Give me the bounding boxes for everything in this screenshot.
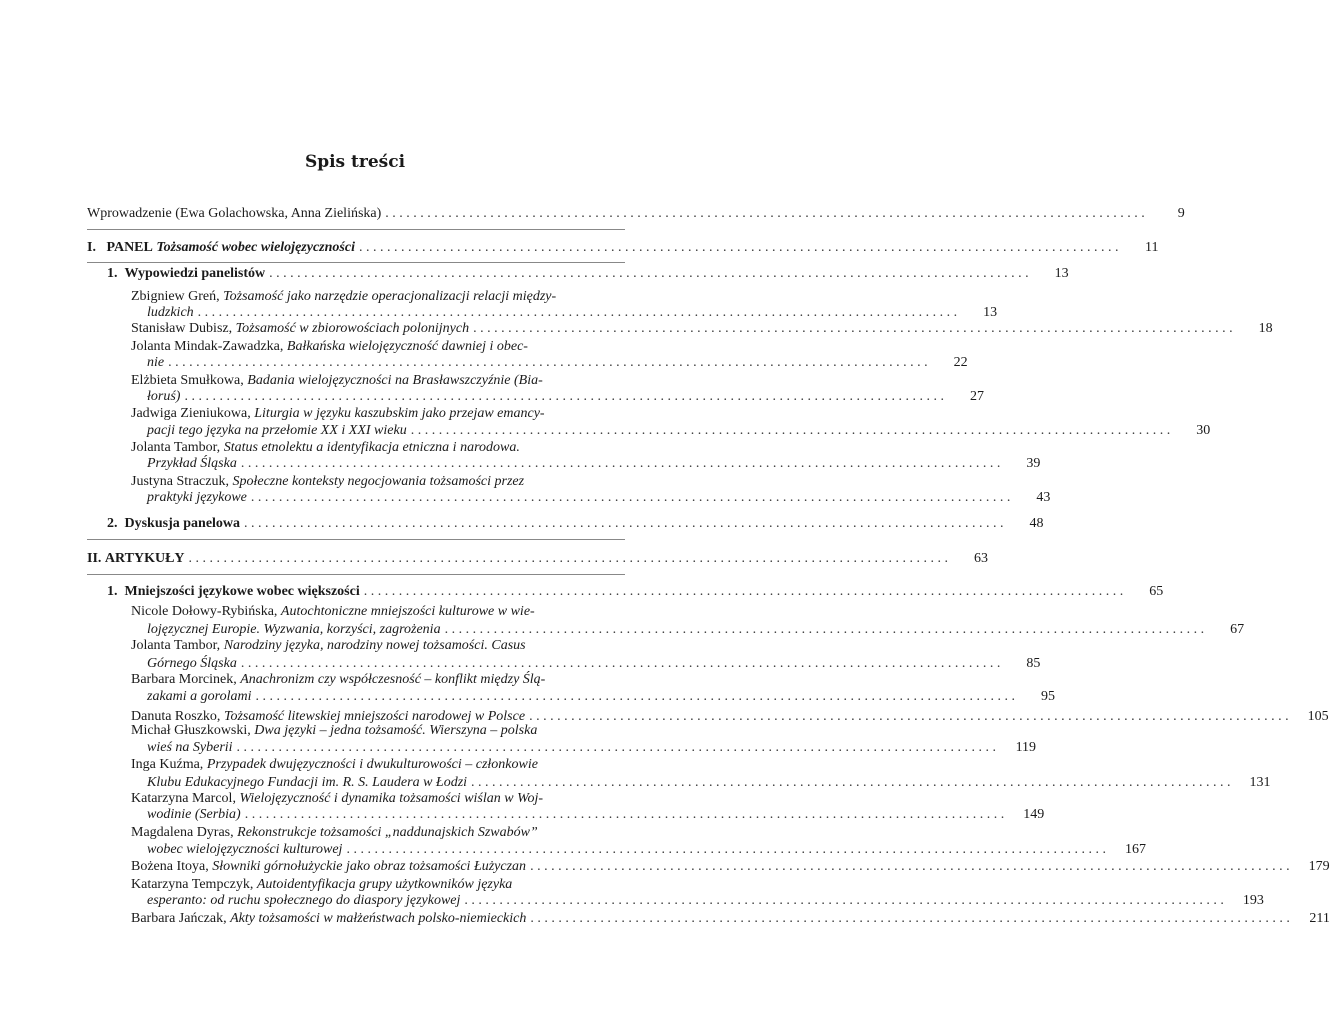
toc-item-cont[interactable]: Przykład Śląska . . . 39 bbox=[147, 456, 625, 472]
dot-leader bbox=[355, 240, 1119, 256]
dot-leader bbox=[241, 807, 1005, 823]
dot-leader bbox=[237, 456, 1001, 472]
toc-item[interactable]: Jolanta Tambor, Narodziny języka, narodziny nowej tożsamości. Casus bbox=[131, 638, 526, 653]
page-number: 211 bbox=[1309, 911, 1330, 926]
toc-item[interactable]: Danuta Roszko, Tożsamość litewskiej mniejszości narodowej w Polsce . . . 105 bbox=[131, 709, 625, 725]
toc-item-cont[interactable]: zakami a gorolami . . . 95 bbox=[147, 689, 625, 705]
page-number: 13 bbox=[983, 305, 998, 320]
toc-item-cont[interactable]: pacji tego języka na przełomie XX i XXI wieku . . . 30 bbox=[147, 423, 625, 439]
page-number: 63 bbox=[974, 551, 989, 566]
toc-item[interactable]: Magdalena Dyras, Rekonstrukcje tożsamości „naddunajskich Szwabów” bbox=[131, 825, 538, 840]
toc-item[interactable]: Katarzyna Marcol, Wielojęzyczność i dynamika tożsamości wiślan w Woj- bbox=[131, 791, 544, 806]
toc-item[interactable]: Bożena Itoya, Słowniki górnołużyckie jako obraz tożsamości Łużyczan . . . 179 bbox=[131, 859, 625, 875]
toc-item-cont[interactable]: wieś na Syberii . . . 119 bbox=[147, 740, 625, 756]
toc-item[interactable]: Barbara Morcinek, Anachronizm czy współczesność – konflikt między Ślą- bbox=[131, 672, 546, 687]
page-number: 27 bbox=[969, 389, 984, 404]
dot-leader bbox=[469, 321, 1233, 337]
page-number: 95 bbox=[1040, 689, 1055, 704]
page-number: 193 bbox=[1242, 893, 1264, 908]
toc-item[interactable]: Katarzyna Tempczyk, Autoidentyfikacja grupy użytkowników języka bbox=[131, 877, 513, 892]
dot-leader bbox=[525, 709, 1289, 725]
dot-leader bbox=[247, 490, 1011, 506]
dot-leader bbox=[467, 775, 1231, 791]
section-label: Dyskusja panelowa bbox=[124, 516, 241, 531]
dot-leader bbox=[194, 305, 958, 321]
toc-item-cont[interactable]: Klubu Edukacyjnego Fundacji im. R. S. Laudera w Łodzi . . . 131 bbox=[147, 775, 625, 791]
page-number: 30 bbox=[1196, 423, 1211, 438]
dot-leader bbox=[342, 842, 1106, 858]
toc-item[interactable]: Michał Głuszkowski, Dwa języki – jedna tożsamość. Wierszyna – polska bbox=[131, 723, 538, 738]
toc-item[interactable]: Inga Kuźma, Przypadek dwujęzyczności i dwukulturowości – członkowie bbox=[131, 757, 538, 772]
toc-item-cont[interactable]: esperanto: od ruchu społecznego do diaspory językowej . . . 193 bbox=[147, 893, 625, 909]
toc-item[interactable]: Zbigniew Greń, Tożsamość jako narzędzie operacjonalizacji relacji między- bbox=[131, 289, 557, 304]
page-number: 11 bbox=[1144, 240, 1159, 255]
dot-leader bbox=[265, 266, 1029, 282]
dot-leader bbox=[441, 622, 1205, 638]
toc-item-cont[interactable]: praktyki językowe . . . 43 bbox=[147, 490, 625, 506]
part-label-italic: Tożsamość wobec wielojęzyczności bbox=[156, 240, 355, 255]
dot-leader bbox=[185, 551, 949, 567]
dot-leader bbox=[407, 423, 1171, 439]
section-label: Mniejszości językowe wobec większości bbox=[124, 584, 360, 599]
toc-item[interactable]: Jadwiga Zieniukowa, Liturgia w języku kaszubskim jako przejaw emancy- bbox=[131, 406, 545, 421]
toc-item-cont[interactable]: lojęzycznej Europie. Wyzwania, korzyści, zagrożenia . . . 67 bbox=[147, 622, 625, 638]
page-number: 9 bbox=[1177, 206, 1185, 221]
toc-item[interactable]: Nicole Dołowy-Rybińska, Autochtoniczne mniejszości kulturowe w wie- bbox=[131, 604, 535, 619]
toc-item-cont[interactable]: ludzkich . . . 13 bbox=[147, 305, 625, 321]
page-number: 105 bbox=[1307, 709, 1329, 724]
section-label: Wypowiedzi panelistów bbox=[124, 266, 266, 281]
page-number: 119 bbox=[1015, 740, 1037, 755]
entry-label: Wprowadzenie (Ewa Golachowska, Anna Zielińska) bbox=[87, 206, 382, 221]
toc-item[interactable]: Elżbieta Smułkowa, Badania wielojęzyczności na Brasławszczyźnie (Bia- bbox=[131, 373, 543, 388]
part-number: I. bbox=[87, 240, 96, 255]
dot-leader bbox=[381, 206, 1145, 222]
page-number: 67 bbox=[1230, 622, 1245, 637]
page-title: Spis treści bbox=[304, 152, 406, 172]
toc-item-cont[interactable]: łoruś) . . . 27 bbox=[147, 389, 625, 405]
part-label: PANEL bbox=[106, 240, 153, 255]
page-number: 179 bbox=[1308, 859, 1330, 874]
page-number: 22 bbox=[953, 355, 968, 370]
toc-item-cont[interactable]: wodinie (Serbia) . . . 149 bbox=[147, 807, 625, 823]
divider bbox=[87, 539, 625, 540]
dot-leader bbox=[237, 656, 1001, 672]
toc-part-2[interactable] bbox=[87, 551, 989, 567]
part-number: II. bbox=[87, 551, 102, 566]
dot-leader bbox=[460, 893, 1224, 909]
page-number: 167 bbox=[1124, 842, 1146, 857]
dot-leader bbox=[251, 689, 1015, 705]
page-number: 18 bbox=[1258, 321, 1273, 336]
dot-leader bbox=[180, 389, 944, 405]
toc-item-cont[interactable]: wobec wielojęzyczności kulturowej . . . 167 bbox=[147, 842, 625, 858]
toc-item[interactable]: Barbara Jańczak, Akty tożsamości w małżeństwach polsko-niemieckich . . . 211 bbox=[131, 911, 625, 927]
divider bbox=[87, 574, 625, 575]
dot-leader bbox=[526, 859, 1290, 875]
page-number: 48 bbox=[1029, 516, 1044, 531]
toc-part-1[interactable] bbox=[87, 240, 1159, 256]
page-number: 149 bbox=[1023, 807, 1045, 822]
toc-section-1-1[interactable]: 1. Wypowiedzi panelistów . . . 13 bbox=[107, 266, 625, 282]
toc-entry-intro[interactable] bbox=[87, 206, 1185, 222]
page-number: 43 bbox=[1036, 490, 1051, 505]
dot-leader bbox=[164, 355, 928, 371]
divider bbox=[87, 262, 625, 263]
page-number: 13 bbox=[1054, 266, 1069, 281]
toc-item[interactable]: Jolanta Mindak-Zawadzka, Bałkańska wielojęzyczność dawniej i obec- bbox=[131, 339, 528, 354]
dot-leader bbox=[233, 740, 997, 756]
page-number: 85 bbox=[1026, 656, 1041, 671]
toc-item[interactable]: Stanisław Dubisz, Tożsamość w zbiorowościach polonijnych . . . 18 bbox=[131, 321, 625, 337]
page-number: 131 bbox=[1249, 775, 1271, 790]
toc-section-1-2[interactable]: 2. Dyskusja panelowa . . . 48 bbox=[107, 516, 625, 532]
dot-leader bbox=[526, 911, 1290, 927]
part-label: ARTYKUŁY bbox=[104, 551, 185, 566]
dot-leader bbox=[360, 584, 1124, 600]
toc-section-2-1[interactable]: 1. Mniejszości językowe wobec większości . . . 65 bbox=[107, 584, 625, 600]
toc-item-cont[interactable]: Górnego Śląska . . . 85 bbox=[147, 656, 625, 672]
page-number: 65 bbox=[1149, 584, 1164, 599]
toc-item-cont[interactable]: nie . . . 22 bbox=[147, 355, 625, 371]
page-number: 39 bbox=[1026, 456, 1041, 471]
divider bbox=[87, 229, 625, 230]
dot-leader bbox=[240, 516, 1004, 532]
toc-item[interactable]: Justyna Straczuk, Społeczne konteksty negocjowania tożsamości przez bbox=[131, 474, 525, 489]
toc-item[interactable]: Jolanta Tambor, Status etnolektu a identyfikacja etniczna i narodowa. bbox=[131, 440, 520, 455]
